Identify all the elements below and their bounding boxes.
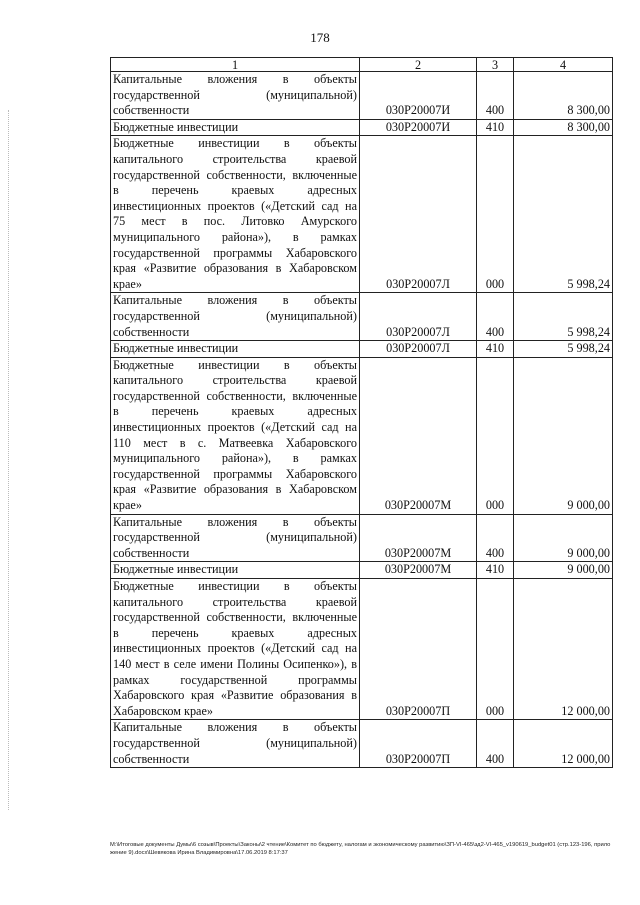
row-name: Бюджетные инвестиции [111,341,360,358]
table-row [111,579,613,720]
row-kind: 400 [477,72,514,120]
table-row [111,119,613,136]
row-sum: 9 000,00 [514,357,613,514]
table-row [111,341,613,358]
column-header-4: 4 [514,58,613,72]
row-kind: 410 [477,562,514,579]
budget-table [110,57,613,768]
row-code: 030Р20007Л [360,293,477,341]
row-code: 030Р20007П [360,579,477,720]
row-name: Бюджетные инвестиции [111,562,360,579]
column-header-1: 1 [111,58,360,72]
table-row [111,514,613,562]
row-kind: 000 [477,136,514,293]
row-name: Бюджетные инвестиции в объекты капитального строительства краевой государственной собственности, включенные в перечень краевых адресных инвестиционных проектов («Детский сад на 110 мест в с. Матвеевка Хабаровского муниципального района»), в рамках государственной программы Хабаровского края «Развитие образования в Хабаровском крае» [111,357,360,514]
row-sum: 8 300,00 [514,119,613,136]
column-header-3: 3 [477,58,514,72]
row-code: 030Р20007Л [360,136,477,293]
table-row [111,720,613,768]
row-code: 030Р20007П [360,720,477,768]
row-kind: 410 [477,119,514,136]
row-name: Капитальные вложения в объекты государственной (муниципальной) собственности [111,72,360,120]
row-kind: 400 [477,720,514,768]
row-name: Бюджетные инвестиции в объекты капитального строительства краевой государственной собственности, включенные в перечень краевых адресных инвестиционных проектов («Детский сад на 140 мест в селе имени Полины Осипенко»), в рамках государственной программы Хабаровского края «Развитие образования в Хабаровском крае» [111,579,360,720]
row-code: 030Р20007И [360,119,477,136]
row-code: 030Р20007Л [360,341,477,358]
table-row [111,562,613,579]
column-header-2: 2 [360,58,477,72]
row-sum: 9 000,00 [514,562,613,579]
row-sum: 8 300,00 [514,72,613,120]
row-sum: 12 000,00 [514,720,613,768]
row-kind: 000 [477,357,514,514]
table-row [111,72,613,120]
row-kind: 410 [477,341,514,358]
row-code: 030Р20007М [360,562,477,579]
row-sum: 5 998,24 [514,293,613,341]
row-kind: 400 [477,293,514,341]
row-kind: 000 [477,579,514,720]
row-kind: 400 [477,514,514,562]
row-name: Бюджетные инвестиции в объекты капитального строительства краевой государственной собственности, включенные в перечень краевых адресных инвестиционных проектов («Детский сад на 75 мест в пос. Литовко Амурского муниципального района»), в рамках государственной программы Хабаровского края «Развитие образования в Хабаровском крае» [111,136,360,293]
row-code: 030Р20007М [360,514,477,562]
row-name: Капитальные вложения в объекты государственной (муниципальной) собственности [111,293,360,341]
page-number: 178 [310,30,330,45]
table-row [111,293,613,341]
row-name: Бюджетные инвестиции [111,119,360,136]
table-row [111,357,613,514]
table-row [111,136,613,293]
row-sum: 12 000,00 [514,579,613,720]
table-header-row [111,58,613,72]
row-name: Капитальные вложения в объекты государственной (муниципальной) собственности [111,514,360,562]
row-sum: 9 000,00 [514,514,613,562]
row-name: Капитальные вложения в объекты государственной (муниципальной) собственности [111,720,360,768]
document-footer-path: M:\Итоговые документы Думы\6 созыв\Проекты\Законы\2 чтение\Комитет по бюджету, налогам и экономическому развитию\ЗП-VI-465\зд2-VI-465_v190619_budget01 (стр.123-196, приложение 9).docx\Шевякова Ирина Владимировна\17.06.2019 8:17:37 [110,842,611,856]
row-sum: 5 998,24 [514,341,613,358]
row-code: 030Р20007И [360,72,477,120]
binding-margin-line [8,110,9,810]
row-code: 030Р20007М [360,357,477,514]
row-sum: 5 998,24 [514,136,613,293]
